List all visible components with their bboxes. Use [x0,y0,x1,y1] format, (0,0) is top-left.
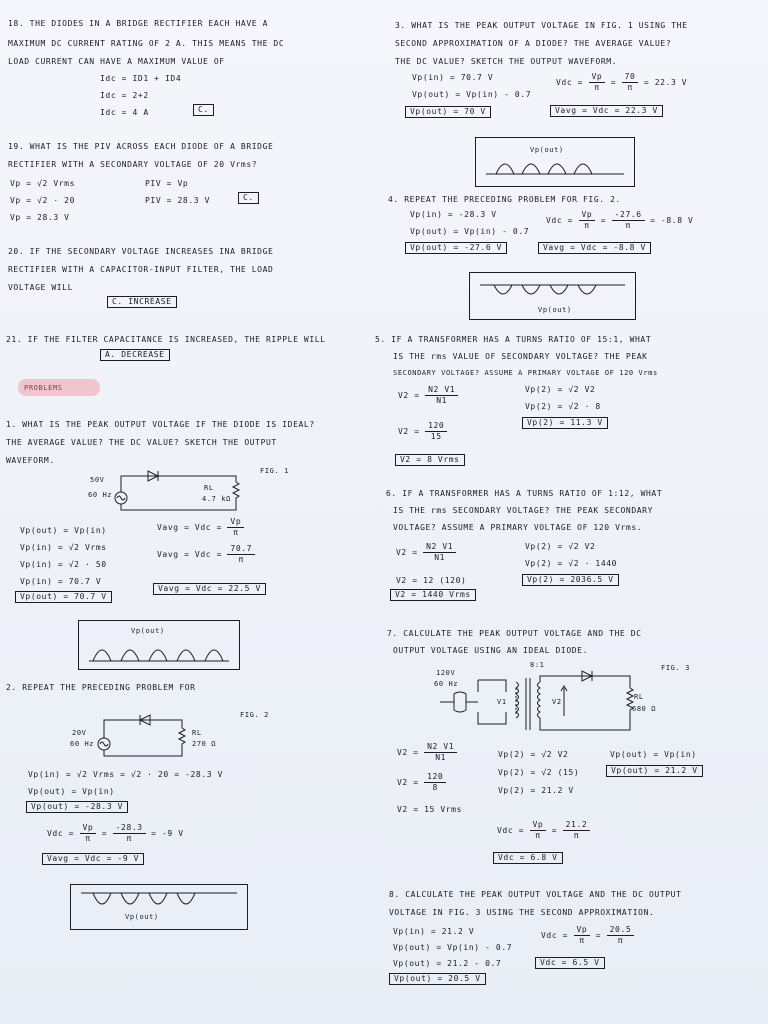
q21-prompt: 21. IF THE FILTER CAPACITANCE IS INCREASED, THE RIPPLE WILL [6,335,326,344]
q4-vdc-formula: Vdc = $\frac{Vp}{\pi}$ = $\frac{-27.6}{\pi}$ = -8.8 V [546,210,694,230]
q8-work-line: Vp(out) = 21.2 - 0.7 [393,959,502,968]
q19-work-line: Vp = 28.3 V [10,213,70,222]
q8-vdc-answer: Vdc = 6.5 V [535,957,605,969]
q7-secondary-label: V2 [552,698,562,706]
q6-v2-formula [396,543,456,562]
q7-v2-numerator-2: 120 [424,773,446,783]
q7-v2-denominator-2: 8 [432,783,438,792]
q18-prompt-line: 18. THE DIODES IN A BRIDGE RECTIFIER EACH HAVE A [8,19,268,28]
q19-piv-line: PIV = Vp [145,179,189,188]
q6-prompt-line: 6. IF A TRANSFORMER HAS A TURNS RATIO OF 1:12, WHAT [386,489,663,498]
p1-avg-lhs: Vavg = Vdc = [157,523,222,532]
p1-resistor-label: RL [204,484,214,492]
p2-vdc-result: = -9 V [151,829,184,838]
q7-v2-lhs: V2 = [397,748,419,757]
p1-work-line: Vp(in) = √2 Vrms [20,543,107,552]
q7-vdc-lhs: Vdc = [497,826,525,835]
p1-source-voltage: 50V [90,476,105,484]
q7-v2-formula-2 [397,773,446,792]
p2-vdc-formula: Vdc = $\frac{Vp}{\pi}$ = $\frac{-28.3}{\pi}$ = -9 V [47,823,184,843]
p1-avg-numerator: Vp [227,518,244,528]
p2-vdc-lhs: Vdc = [47,829,75,838]
q8-vdc-lhs: Vdc = [541,931,569,940]
q7-peak-line: Vp(2) = √2 (15) [498,768,580,777]
q6-peak-line: Vp(2) = √2 · 1440 [525,559,618,568]
q7-rms-result: V2 = 15 Vrms [397,805,462,814]
q6-prompt-line: VOLTAGE? ASSUME A PRIMARY VOLTAGE OF 120 Vrms. [393,523,643,532]
q18-answer: C. [193,104,214,116]
q3-work-line: Vp(in) = 70.7 V [412,73,494,82]
p1-peak-answer: Vp(out) = 70.7 V [15,591,112,603]
q5-v2-lhs: V2 = [398,391,420,400]
q5-v2-denominator: N1 [436,396,448,405]
q5-prompt-line: SECONDARY VOLTAGE? ASSUME A PRIMARY VOLTAGE OF 120 Vrms [393,369,658,377]
p2-circuit-diagram [92,714,202,762]
q18-work-line: Idc = 2+2 [100,91,149,100]
q7-source-voltage: 120V [436,669,456,677]
q7-v2-denominator: N1 [435,753,447,762]
q6-peak-line: Vp(2) = √2 V2 [525,542,596,551]
p1-circuit-diagram [86,470,271,515]
p2-vdc-denominator: π [85,834,91,843]
q7-v2-lhs-2: V2 = [397,778,419,787]
p1-prompt-line: THE AVERAGE VALUE? THE DC VALUE? SKETCH THE OUTPUT [6,438,277,447]
p1-avg2-denominator: π [238,555,244,564]
q7-prompt-line: 7. CALCULATE THE PEAK OUTPUT VOLTAGE AND THE DC [387,629,642,638]
q7-resistor-label: RL [634,693,644,701]
q4-waveform-label: Vp(out) [538,306,572,314]
q6-prompt-line: IS THE rms SECONDARY VOLTAGE? THE PEAK SECONDARY [393,506,653,515]
p1-avg-answer: Vavg = Vdc = 22.5 V [153,583,266,595]
q7-vdc-answer: Vdc = 6.8 V [493,852,563,864]
q4-vdc-numerator: Vp [579,211,596,221]
p2-work-line: Vp(in) = √2 Vrms = √2 · 20 = -28.3 V [28,770,223,779]
q4-vdc-numerator-2: -27.6 [612,211,645,221]
q19-prompt-line: RECTIFIER WITH A SECONDARY VOLTAGE OF 20 Vrms? [8,160,258,169]
q5-v2-numerator-2: 120 [425,422,447,432]
q4-prompt: 4. REPEAT THE PRECEDING PROBLEM FOR FIG. 2. [388,195,621,204]
q5-peak-answer: Vp(2) = 11.3 V [522,417,608,429]
q19-piv-line: PIV = 28.3 V [145,196,210,205]
q3-prompt-line: SECOND APPROXIMATION OF A DIODE? THE AVERAGE VALUE? [395,39,672,48]
p2-waveform-label: Vp(out) [125,913,159,921]
q20-prompt-line: VOLTAGE WILL [8,283,73,292]
p1-work-line: Vp(in) = √2 · 50 [20,560,107,569]
q7-vdc-numerator: Vp [530,821,547,831]
q7-peak-answer: Vp(out) = 21.2 V [606,765,703,777]
q5-v2-numerator: N2 V1 [425,386,458,396]
q20-answer: C. INCREASE [107,296,177,308]
q18-work-line: Idc = ID1 + ID4 [100,74,182,83]
q4-vdc-lhs: Vdc = [546,216,574,225]
q7-vdc-formula: Vdc = $\frac{Vp}{\pi}$ = $\frac{21.2}{\pi}$ [497,821,590,840]
p1-avg2-numerator: 70.7 [227,545,255,555]
q3-vdc-lhs: Vdc = [556,78,584,87]
p1-work-line: Vp(out) = Vp(in) [20,526,107,535]
q21-answer: A. DECREASE [100,349,170,361]
q20-prompt-line: 20. IF THE SECONDARY VOLTAGE INCREASES INA BRIDGE [8,247,274,256]
q3-peak-answer: Vp(out) = 70 V [405,106,491,118]
p1-prompt-line: 1. WHAT IS THE PEAK OUTPUT VOLTAGE IF THE DIODE IS IDEAL? [6,420,315,429]
q19-work-line: Vp = √2 · 20 [10,196,75,205]
q20-prompt-line: RECTIFIER WITH A CAPACITOR-INPUT FILTER, THE LOAD [8,265,274,274]
p2-fig-label: FIG. 2 [240,711,269,719]
p1-avg-formula [157,518,244,537]
q5-peak-line: Vp(2) = √2 · 8 [525,402,601,411]
q3-work-line: Vp(out) = Vp(in) - 0.7 [412,90,532,99]
p2-vdc-denominator-2: π [126,834,132,843]
q7-primary-label: V1 [497,698,507,706]
p1-prompt-line: WAVEFORM. [6,456,55,465]
q5-rms-answer: V2 = 8 Vrms [395,454,465,466]
p2-vdc-numerator-2: -28.3 [113,824,146,834]
q4-vdc-denominator-2: π [625,221,631,230]
p1-resistor-value: 4.7 kΩ [202,495,231,503]
p1-waveform-label: Vp(out) [131,627,165,635]
p2-half-wave-plot [71,885,247,929]
p2-resistor-value: 270 Ω [192,740,217,748]
p2-prompt: 2. REPEAT THE PRECEDING PROBLEM FOR [6,683,196,692]
q8-prompt-line: VOLTAGE IN FIG. 3 USING THE SECOND APPROXIMATION. [389,908,655,917]
q4-work-line: Vp(in) = -28.3 V [410,210,497,219]
q6-v2-lhs: V2 = [396,548,418,557]
q4-vdc-result: = -8.8 V [650,216,694,225]
q4-avg-answer: Vavg = Vdc = -8.8 V [538,242,651,254]
q7-v2-formula [397,743,457,762]
q3-waveform-label: Vp(out) [530,146,564,154]
q5-v2-denominator-2: 15 [430,432,442,441]
q7-vdc-numerator-2: 21.2 [563,821,591,831]
q8-vdc-denominator: π [579,936,585,945]
p1-avg-formula-2 [157,545,255,564]
q8-peak-answer: Vp(out) = 20.5 V [389,973,486,985]
p1-source-frequency: 60 Hz [88,491,113,499]
q3-prompt-line: 3. WHAT IS THE PEAK OUTPUT VOLTAGE IN FIG. 1 USING THE [395,21,688,30]
q3-prompt-line: THE DC VALUE? SKETCH THE OUTPUT WAVEFORM. [395,57,618,66]
q7-source-frequency: 60 Hz [434,680,459,688]
p1-avg2-lhs: Vavg = Vdc = [157,550,222,559]
q19-prompt-line: 19. WHAT IS THE PIV ACROSS EACH DIODE OF A BRIDGE [8,142,274,151]
q6-peak-answer: Vp(2) = 2036.5 V [522,574,619,586]
q3-vdc-numerator-2: 70 [622,73,639,83]
q19-work-line: Vp = √2 Vrms [10,179,75,188]
q5-v2-formula-2 [398,422,447,441]
q18-prompt-line: LOAD CURRENT CAN HAVE A MAXIMUM VALUE OF [8,57,225,66]
q18-prompt-line: MAXIMUM DC CURRENT RATING OF 2 A. THIS MEANS THE DC [8,39,285,48]
problems-label: PROBLEMS [24,384,63,392]
q3-avg-answer: Vavg = Vdc = 22.3 V [550,105,663,117]
p2-peak-answer: Vp(out) = -28.3 V [26,801,128,813]
q3-waveform-sketch [475,137,635,187]
q8-work-line: Vp(out) = Vp(in) - 0.7 [393,943,513,952]
q8-vdc-formula: Vdc = $\frac{Vp}{\pi}$ = $\frac{20.5}{\pi}$ [541,926,634,945]
q7-v2-numerator: N2 V1 [424,743,457,753]
q7-out-line: Vp(out) = Vp(in) [610,750,697,759]
q8-vdc-denominator-2: π [617,936,624,945]
p1-fig-label: FIG. 1 [260,467,289,475]
q7-turns-ratio: 8:1 [530,661,545,669]
q6-v2-numerator: N2 V1 [423,543,456,553]
q4-work-line: Vp(out) = Vp(in) - 0.7 [410,227,530,236]
q4-vdc-denominator: π [584,221,590,230]
q5-peak-line: Vp(2) = √2 V2 [525,385,596,394]
q5-v2-formula [398,386,458,405]
q7-peak-line: Vp(2) = 21.2 V [498,786,574,795]
q19-answer: C. [238,192,259,204]
q3-vdc-result: = 22.3 V [643,78,688,87]
p1-avg-denominator: π [233,528,239,537]
q8-work-line: Vp(in) = 21.2 V [393,927,475,936]
p2-vdc-numerator: Vp [80,824,97,834]
q3-vdc-denominator: π [594,83,600,92]
q3-vdc-denominator-2: π [627,83,633,92]
q5-prompt-line: 5. IF A TRANSFORMER HAS A TURNS RATIO OF 15:1, WHAT [375,335,652,344]
q7-peak-line: Vp(2) = √2 V2 [498,750,569,759]
q6-v2-denominator: N1 [434,553,446,562]
q18-work-line: Idc = 4 A [100,108,149,117]
q6-rms-answer: V2 = 1440 Vrms [390,589,476,601]
q7-vdc-denominator-2: π [573,831,580,840]
q7-resistor-value: 680 Ω [632,705,657,713]
q3-vdc-formula: Vdc = $\frac{Vp}{\pi}$ = $\frac{70}{\pi}$ = 22.3 V [556,72,688,92]
p2-source-frequency: 60 Hz [70,740,95,748]
q5-prompt-line: IS THE rms VALUE OF SECONDARY VOLTAGE? THE PEAK [393,352,648,361]
q8-vdc-numerator: Vp [574,926,591,936]
q7-vdc-denominator: π [535,831,541,840]
p2-resistor-label: RL [192,729,202,737]
q8-prompt-line: 8. CALCULATE THE PEAK OUTPUT VOLTAGE AND THE DC OUTPUT [389,890,682,899]
q7-circuit-diagram [440,668,655,738]
q6-work-line: V2 = 12 (120) [396,576,467,585]
p2-avg-answer: Vavg = Vdc = -9 V [42,853,144,865]
p2-source-voltage: 20V [72,729,87,737]
q8-vdc-numerator-2: 20.5 [607,926,635,936]
q3-vdc-numerator: Vp [589,73,606,83]
p2-work-line: Vp(out) = Vp(in) [28,787,115,796]
q7-fig-label: FIG. 3 [661,664,690,672]
p1-work-line: Vp(in) = 70.7 V [20,577,102,586]
q7-prompt-line: OUTPUT VOLTAGE USING AN IDEAL DIODE. [393,646,588,655]
q4-peak-answer: Vp(out) = -27.6 V [405,242,507,254]
p2-waveform-sketch [70,884,248,930]
q5-v2-lhs-2: V2 = [398,427,420,436]
